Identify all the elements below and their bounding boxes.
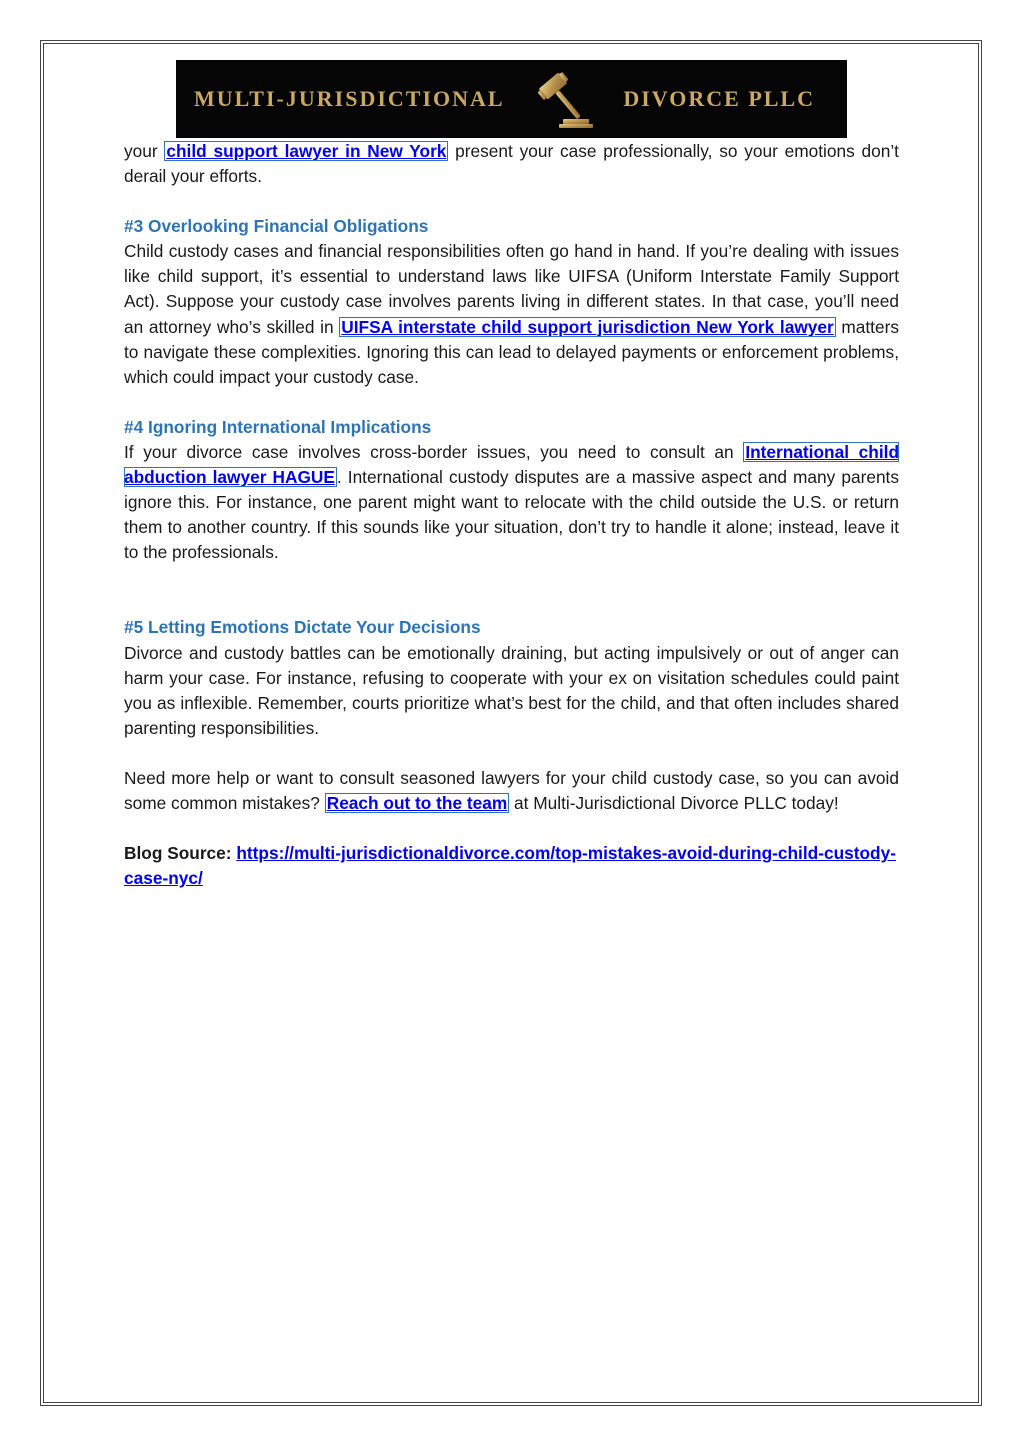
blog-source-link[interactable]: https://multi-jurisdictionaldivorce.com/top-mistakes-avoid-during-child-custody-case-nyc/ — [124, 843, 896, 889]
reach-out-link[interactable]: Reach out to the team — [326, 792, 508, 813]
closing-text-pre: Need more help or want to consult seasoned lawyers for your child custody case, so you can avoid some common mistakes? — [124, 767, 899, 813]
section3-text-post: matters to navigate these complexities. Ignoring this can lead to delayed payments or enforcement problems, which could impact your custody case. — [124, 316, 899, 387]
intro-paragraph — [124, 139, 899, 189]
section3-text-pre: Child custody cases and financial responsibilities often go hand in hand. If you’re dealing with issues like child support, it’s essential to understand laws like UIFSA (Uniform Interstate Family Support Act). Suppose your custody case involves parents living in different states. In that case, you’ll need an attorney who’s skilled in — [124, 241, 899, 337]
closing-text-post: at Multi-Jurisdictional Divorce PLLC today! — [509, 792, 839, 813]
intro-text-pre: your — [124, 141, 165, 161]
spacer — [124, 565, 899, 615]
blog-source — [124, 841, 899, 891]
section4-text-post: . International custody disputes are a massive aspect and many parents ignore this. For instance, one parent might want to relocate with the child outside the U.S. or return them to another country. If this sounds like your situation, don’t try to handle it alone; instead, leave it to the professionals. — [124, 467, 900, 563]
closing-paragraph — [124, 766, 899, 816]
blog-source-label: Blog Source: — [124, 843, 232, 864]
header-banner — [176, 60, 847, 138]
intro-text-post: present your case professionally, so your emotions don’t derail your efforts. — [124, 141, 899, 187]
gavel-icon — [529, 67, 599, 131]
section3-paragraph — [124, 239, 899, 390]
article-body — [124, 139, 899, 891]
section4-paragraph — [124, 440, 899, 565]
section4-text-pre: If your divorce case involves cross-border issues, you need to consult an — [124, 441, 744, 462]
section4-heading: #4 Ignoring International Implications — [124, 416, 432, 437]
spacer — [124, 390, 899, 415]
international-abduction-lawyer-link[interactable]: International child abduction lawyer HAGUE — [124, 441, 899, 488]
section5-paragraph: Divorce and custody battles can be emotionally draining, but acting impulsively or out of anger can harm your case. For instance, refusing to cooperate with your ex on visitation schedules could paint you as inflexible. Remember, courts prioritize what’s best for the child, and that often includes shared parenting responsibilities. — [124, 642, 899, 738]
spacer — [124, 816, 899, 841]
child-support-lawyer-link[interactable]: child support lawyer in New York — [166, 141, 447, 161]
logo-left-text: MULTI-JURISDICTIONAL — [194, 86, 505, 111]
uifsa-lawyer-link[interactable]: UIFSA interstate child support jurisdiction New York lawyer — [341, 316, 834, 337]
spacer — [124, 189, 899, 214]
logo-right-text: DIVORCE PLLC — [623, 86, 815, 111]
section3-heading: #3 Overlooking Financial Obligations — [124, 216, 429, 237]
spacer — [124, 741, 899, 766]
section5-heading: #5 Letting Emotions Dictate Your Decisions — [124, 617, 481, 638]
